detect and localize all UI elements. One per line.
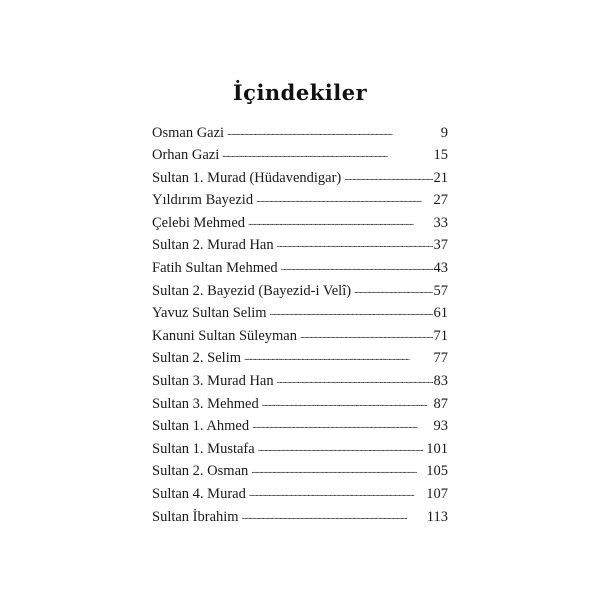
- table-of-contents: [152, 122, 448, 529]
- dot-leader: [248, 212, 432, 227]
- dot-leader: [277, 235, 433, 250]
- toc-entry-label: Sultan 2. Murad Han: [152, 237, 274, 254]
- toc-entry: [152, 438, 448, 461]
- toc-entry-label: Sultan 3. Mehmed: [152, 395, 259, 412]
- toc-entry-label: Sultan 1. Mustafa: [152, 440, 255, 457]
- toc-entry-page: 43: [433, 260, 448, 277]
- toc-entry: [152, 416, 448, 439]
- toc-entry: [152, 190, 448, 213]
- toc-entry-page: 77: [433, 350, 448, 367]
- toc-entry: [152, 484, 448, 507]
- toc-entry-label: Sultan 1. Murad (Hüdavendigar): [152, 169, 342, 186]
- toc-entry: [152, 280, 448, 303]
- toc-entry-page: 21: [433, 169, 448, 186]
- toc-entry-label: Sultan 3. Murad Han: [152, 373, 274, 390]
- toc-entry: [152, 145, 448, 168]
- toc-entry-page: 9: [440, 124, 448, 141]
- dot-leader: [258, 438, 426, 453]
- toc-entry: [152, 371, 448, 394]
- toc-entry-page: 33: [433, 214, 448, 231]
- toc-entry-page: 101: [426, 440, 448, 457]
- dot-leader: [354, 280, 432, 295]
- dot-leader: [262, 393, 433, 408]
- toc-entry-page: 71: [433, 327, 448, 344]
- toc-entry: [152, 235, 448, 258]
- dot-leader: [244, 348, 432, 363]
- toc-entry-label: Kanuni Sultan Süleyman: [152, 327, 297, 344]
- dot-leader: [270, 303, 433, 318]
- toc-entry: [152, 348, 448, 371]
- toc-entry-page: 37: [433, 237, 448, 254]
- toc-entry-page: 113: [426, 508, 448, 525]
- toc-entry-page: 107: [426, 486, 448, 502]
- toc-entry-page: 87: [433, 395, 448, 412]
- toc-entry-label: Sultan 4. Murad: [152, 486, 246, 502]
- toc-entry-page: 93: [433, 418, 448, 435]
- toc-entry-page: 61: [433, 305, 448, 322]
- toc-entry-label: Sultan 1. Ahmed: [152, 418, 250, 435]
- toc-entry-page: 105: [426, 463, 448, 480]
- dot-leader: [222, 145, 432, 160]
- toc-entry-page: 57: [433, 282, 448, 299]
- toc-entry-label: Sultan İbrahim: [152, 508, 239, 525]
- toc-entry: [152, 258, 448, 281]
- toc-entry: [152, 212, 448, 235]
- toc-entry-page: 15: [433, 147, 448, 164]
- toc-entry: [152, 122, 448, 145]
- toc-entry-page: 27: [433, 192, 448, 209]
- toc-entry-label: Orhan Gazi: [152, 147, 220, 164]
- toc-entry-label: Sultan 2. Selim: [152, 350, 242, 367]
- toc-entry: [152, 167, 448, 190]
- dot-leader: [300, 325, 433, 340]
- toc-entry-label: Yavuz Sultan Selim: [152, 305, 267, 322]
- toc-entry: [152, 506, 448, 529]
- toc-entry-label: Osman Gazi: [152, 124, 225, 141]
- toc-entry: [152, 461, 448, 484]
- toc-entry-label: Sultan 2. Bayezid (Bayezid-i Velî): [152, 282, 352, 299]
- toc-entry: [152, 325, 448, 348]
- dot-leader: [252, 416, 432, 431]
- toc-entry-label: Çelebi Mehmed: [152, 214, 246, 231]
- dot-leader: [281, 258, 433, 273]
- dot-leader: [227, 122, 440, 137]
- toc-entry-page: 83: [433, 373, 448, 390]
- dot-leader: [344, 167, 432, 182]
- page-title: İçindekiler: [232, 80, 368, 105]
- toc-entry: [152, 393, 448, 416]
- toc-entry-label: Fatih Sultan Mehmed: [152, 260, 278, 277]
- dot-leader: [277, 371, 433, 386]
- dot-leader: [242, 506, 426, 521]
- dot-leader: [249, 484, 425, 499]
- toc-entry: [152, 303, 448, 326]
- dot-leader: [251, 461, 425, 476]
- toc-entry-label: Yıldırım Bayezid: [152, 192, 254, 209]
- toc-entry-label: Sultan 2. Osman: [152, 463, 249, 480]
- dot-leader: [256, 190, 432, 205]
